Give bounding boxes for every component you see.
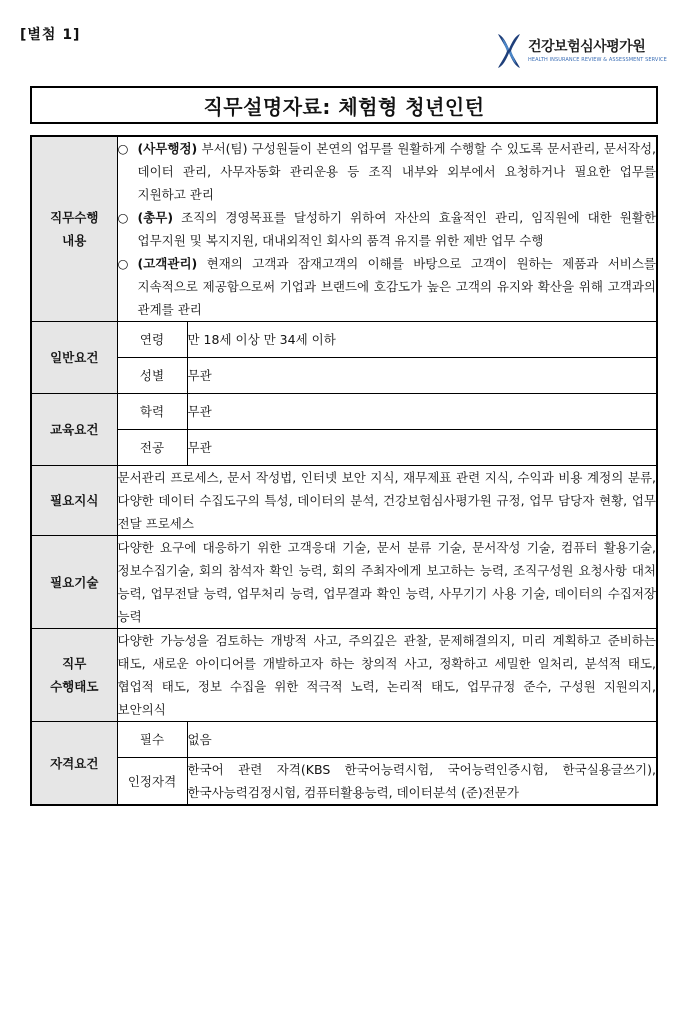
general-row-age — [31, 322, 657, 358]
duty-text: 현재의 고객과 잠재고객의 이해를 바탕으로 고객이 원하는 제품과 서비스를 지속적으로 제공함으로써 기업과 브랜드에 호감도가 높은 고객의 유지와 확산을 위해 고객과의 관계를 관리 — [137, 256, 656, 317]
duty-row — [31, 136, 657, 322]
education-row-major — [31, 430, 657, 466]
duty-header — [31, 136, 117, 322]
gender-value: 무관 — [187, 358, 657, 394]
hira-x-logo-icon — [496, 32, 522, 70]
attitude-text: 다양한 가능성을 검토하는 개방적 사고, 주의깊은 관찰, 문제해결의지, 미리 계획하고 준비하는 태도, 새로운 아이디어를 개발하고자 하는 창의적 사고, 정확하고 세밀한 일처리, 분석적 태도, 협업적 태도, 정보 수집을 위한 적극적 노력, 논리적 태도, 업무규정 준수, 구성원 지원의지, 보안의식 — [117, 629, 657, 722]
duty-tag: (사무행정) — [137, 141, 198, 156]
degree-value: 무관 — [187, 394, 657, 430]
knowledge-text: 문서관리 프로세스, 문서 작성법, 인터넷 보안 지식, 재무제표 관련 지식, 수익과 비용 계정의 분류, 다양한 데이터 수집도구의 특성, 데이터의 분석, 건강보험심사평가원 규정, 업무 담당자 현황, 업무 전달 프로세스 — [117, 466, 657, 536]
age-label: 연령 — [117, 322, 187, 358]
qualification-row-required — [31, 722, 657, 758]
duty-item-customer — [118, 252, 657, 321]
general-header: 일반요건 — [31, 322, 117, 394]
qualification-header: 자격요건 — [31, 722, 117, 806]
attitude-row — [31, 629, 657, 722]
major-label: 전공 — [117, 430, 187, 466]
duty-text: 조직의 경영목표를 달성하기 위하여 자산의 효율적인 관리, 임직원에 대한 원활한 업무지원 및 복지지원, 대내외적인 회사의 품격 유지를 위한 제반 업무 수행 — [137, 210, 656, 248]
knowledge-header: 필요지식 — [31, 466, 117, 536]
recognized-value: 한국어 관련 자격(KBS 한국어능력시험, 국어능력인증시험, 한국실용글쓰기), 한국사능력검정시험, 컴퓨터활용능력, 데이터분석 (준)전문가 — [187, 758, 657, 806]
degree-label: 학력 — [117, 394, 187, 430]
education-row-degree — [31, 394, 657, 430]
required-label: 필수 — [117, 722, 187, 758]
major-value: 무관 — [187, 430, 657, 466]
hira-logo — [496, 32, 676, 72]
recognized-label: 인정자격 — [117, 758, 187, 806]
skills-row — [31, 536, 657, 629]
age-value: 만 18세 이상 만 34세 이하 — [187, 322, 657, 358]
duty-tag: (총무) — [137, 210, 174, 225]
duty-content — [117, 136, 657, 322]
attitude-header — [31, 629, 117, 722]
knowledge-row — [31, 466, 657, 536]
gender-label: 성별 — [117, 358, 187, 394]
document-title: 직무설명자료: 체험형 청년인턴 — [30, 86, 658, 124]
general-row-gender — [31, 358, 657, 394]
attachment-label: [별첨 1] — [20, 27, 81, 43]
education-header: 교육요건 — [31, 394, 117, 466]
required-value: 없음 — [187, 722, 657, 758]
duty-bullet: ○ — [117, 141, 129, 156]
logo-subtitle: HEALTH INSURANCE REVIEW & ASSESSMENT SERVICE — [528, 57, 667, 63]
qualification-row-recognized — [31, 758, 657, 806]
duty-item-admin — [118, 137, 657, 206]
attitude-header-line-1: 직무 — [62, 656, 87, 671]
duty-item-general-affairs — [118, 206, 657, 252]
duty-bullet: ○ — [117, 256, 129, 271]
duty-header-line-2: 내용 — [62, 233, 87, 248]
duty-bullet: ○ — [117, 210, 129, 225]
logo-name: 건강보험심사평가원 — [528, 39, 646, 55]
duty-header-line-1: 직무수행 — [50, 210, 99, 225]
skills-header: 필요기술 — [31, 536, 117, 629]
duty-tag: (고객관리) — [137, 256, 198, 271]
attitude-header-line-2: 수행태도 — [50, 679, 99, 694]
duty-text: 부서(팀) 구성원들이 본연의 업무를 원활하게 수행할 수 있도록 문서관리, 문서작성, 데이터 관리, 사무자동화 관리운용 등 조직 내부와 외부에서 요청하거나 필요한 업무를 지원하고 관리 — [137, 141, 656, 202]
skills-text: 다양한 요구에 대응하기 위한 고객응대 기술, 문서 분류 기술, 문서작성 기술, 컴퓨터 활용기술, 정보수집기술, 회의 참석자 확인 능력, 회의 주최자에게 보고하는 능력, 조직구성원 요청사항 대처 능력, 업무전달 능력, 업무처리 능력, 업무결과 확인 능력, 사무기기 사용 기술, 데이터의 수집저장 능력 — [117, 536, 657, 629]
job-description-table — [30, 135, 658, 806]
